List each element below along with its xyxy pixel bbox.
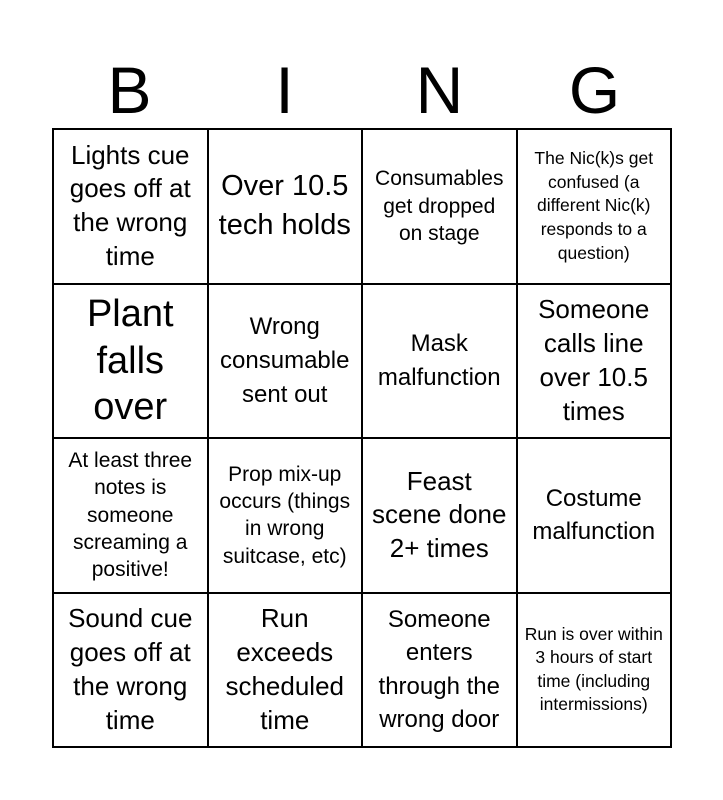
bingo-cell-r4c3[interactable] xyxy=(362,593,517,748)
bingo-cell-text: Someone enters through the wrong door xyxy=(378,605,500,734)
header-letter-i: I xyxy=(275,53,294,127)
bingo-grid xyxy=(52,128,672,748)
bingo-cell-text: Someone calls line over 10.5 times xyxy=(538,294,650,426)
bingo-cell-text: Over 10.5 tech holds xyxy=(218,170,351,242)
bingo-cell-text: Consumables get dropped on stage xyxy=(375,167,504,245)
bingo-header xyxy=(52,48,672,128)
bingo-cell-r1c1[interactable] xyxy=(53,129,208,284)
bingo-cell-r3c2[interactable] xyxy=(208,438,363,593)
bingo-cell-text: Run is over within 3 hours of start time (including intermissions) xyxy=(524,623,663,715)
header-letter-b: B xyxy=(107,53,152,127)
bingo-cell-r2c4[interactable] xyxy=(517,284,672,439)
bingo-cell-text: Lights cue goes off at the wrong time xyxy=(69,139,191,272)
bingo-cell-text: Mask malfunction xyxy=(377,330,501,391)
bingo-cell-r1c2[interactable] xyxy=(208,129,363,284)
bingo-cell-text: The Nic(k)s get confused (a different Nic(k) responds to a question) xyxy=(534,148,654,263)
header-letter-n: N xyxy=(415,53,464,127)
bingo-cell-text: Prop mix-up occurs (things in wrong suitcase, etc) xyxy=(219,462,351,568)
bingo-cell-r4c1[interactable] xyxy=(53,593,208,748)
bingo-cell-text: Wrong consumable sent out xyxy=(220,313,350,408)
bingo-cell-r1c3[interactable] xyxy=(362,129,517,284)
bingo-cell-r4c4[interactable] xyxy=(517,593,672,748)
bingo-cell-text: Plant falls over xyxy=(86,293,174,428)
bingo-cell-r3c1[interactable] xyxy=(53,438,208,593)
bingo-cell-text: Sound cue goes off at the wrong time xyxy=(68,603,193,735)
bingo-cell-text: Feast scene done 2+ times xyxy=(372,465,507,564)
bingo-cell-text: Run exceeds scheduled time xyxy=(225,603,345,735)
bingo-cell-r2c1[interactable] xyxy=(53,284,208,439)
header-letter-g: G xyxy=(568,53,621,127)
bingo-cell-r1c4[interactable] xyxy=(517,129,672,284)
bingo-cell-text: At least three notes is someone screaming a positive! xyxy=(68,449,193,582)
bingo-cell-r4c2[interactable] xyxy=(208,593,363,748)
bingo-cell-r2c2[interactable] xyxy=(208,284,363,439)
bingo-cell-r2c3[interactable] xyxy=(362,284,517,439)
bingo-cell-r3c4[interactable] xyxy=(517,438,672,593)
bingo-cell-text: Costume malfunction xyxy=(532,484,656,546)
bingo-cell-r3c3[interactable] xyxy=(362,438,517,593)
